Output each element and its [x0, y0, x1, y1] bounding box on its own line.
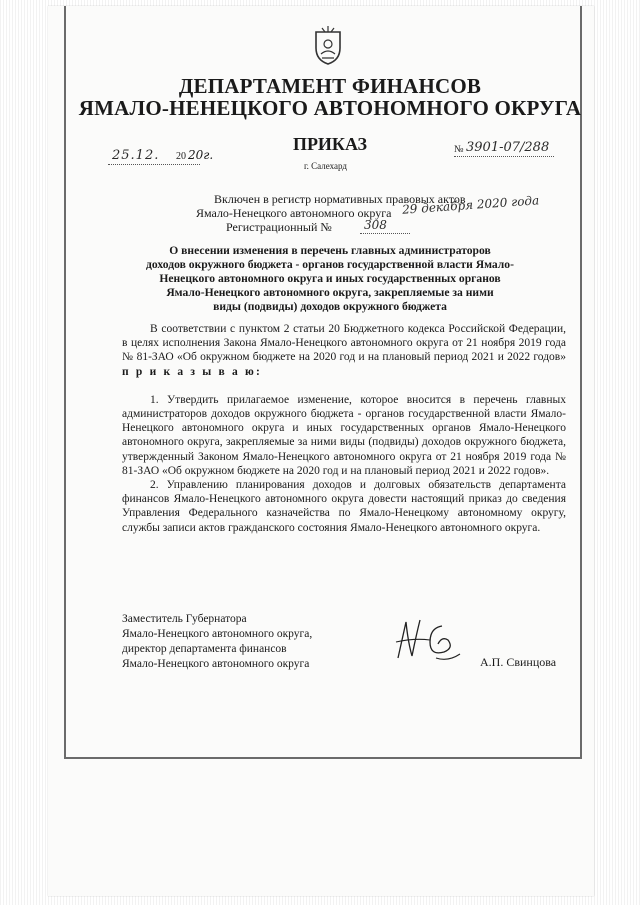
order-number-handwritten: 3901-07/288: [466, 140, 550, 155]
title-line: виды (подвиды) доходов окружного бюджета: [213, 300, 447, 313]
registration-line3: Регистрационный №: [226, 220, 332, 234]
department-name-line1: ДЕПАРТАМЕНТ ФИНАНСОВ: [178, 74, 482, 98]
order-date-handwritten: 25.12.: [112, 148, 160, 163]
item-2: 2. Управлению планирования доходов и долговых обязательств департамента финансов Ямало-Ненецкого автономного округа довести настоящий приказ до сведения Управления Федерального казначейства по Ямало-Ненецкому автономному округу, службы записи актов гражданского состояния Ямало-Ненецкого автономного округа.: [122, 479, 566, 534]
order-year-handwritten: 20г.: [188, 148, 214, 162]
preamble-paragraph: [122, 322, 566, 379]
preamble-text: В соответствии с пунктом 2 статьи 20 Бюджетного кодекса Российской Федерации, в целях исполнения Закона Ямало-Ненецкого автономного округа от 21 ноября 2019 года № 81-ЗАО «Об окружном бюджете на 2020 год и на плановый период 2021 и 2022 годов»: [122, 323, 566, 364]
title-line: Ямало-Ненецкого автономного округа, закрепляемые за ними: [166, 286, 494, 299]
title-line: О внесении изменения в перечень главных администраторов: [169, 244, 491, 257]
registration-number-handwritten: 308: [364, 218, 387, 232]
signatory-line: директор департамента финансов: [122, 643, 287, 655]
signatory-line: Ямало-Ненецкого автономного округа,: [122, 628, 313, 640]
order-date-line: [108, 164, 200, 165]
signer-name: А.П. Свинцова: [480, 655, 557, 669]
signatory-line: Заместитель Губернатора: [122, 613, 247, 625]
order-year-prefix: 20: [176, 151, 186, 162]
order-number-prefix: №: [454, 144, 464, 155]
coat-of-arms-icon: [312, 26, 344, 66]
document-body: [122, 322, 566, 535]
frame-bottom-border: [64, 757, 582, 759]
city: г. Салехард: [304, 161, 347, 171]
title-line: Ненецкого автономного округа и иных государственных органов: [159, 272, 501, 285]
signatory-line: Ямало-Ненецкого автономного округа: [122, 658, 310, 670]
registration-number-line: [360, 233, 410, 234]
item-1: 1. Утвердить прилагаемое изменение, которое вносится в перечень главных администраторов доходов окружного бюджета - органов государственной власти Ямало-Ненецкого автономного округа и иных государственных органов Ямало-Ненецкого автономного округа, закрепляемые за ними виды (подвиды) доходов окружного бюджета, утвержденный Законом Ямало-Ненецкого автономного округа от 21 ноября 2019 года № 81-ЗАО «Об окружном бюджете на 2020 год и на плановый период 2021 и 2022 годов».: [122, 393, 566, 477]
handwritten-signature-icon: [392, 612, 464, 668]
order-number-line: [454, 156, 554, 157]
registration-line1: Включен в регистр нормативных правовых актов: [214, 192, 466, 206]
signatory-title: [122, 612, 312, 672]
title-line: доходов окружного бюджета - органов государственной власти Ямало-: [146, 258, 514, 271]
registration-date-handwritten: 29 декабря 2020 года: [401, 193, 540, 217]
order-word: п р и к а з ы в а ю:: [122, 365, 263, 378]
document-type: ПРИКАЗ: [292, 134, 368, 154]
document-title: [120, 244, 540, 314]
department-name-line2: ЯМАЛО-НЕНЕЦКОГО АВТОНОМНОГО ОКРУГА: [78, 96, 582, 120]
registration-line2: Ямало-Ненецкого автономного округа: [196, 206, 392, 220]
